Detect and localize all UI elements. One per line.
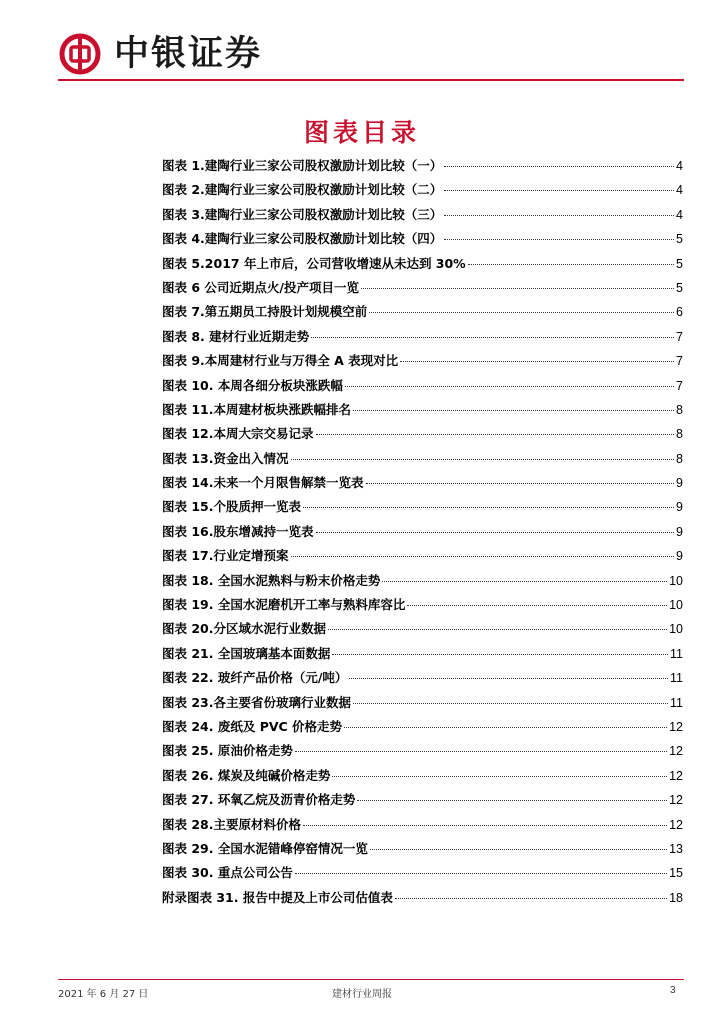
toc-entry-page: 10 xyxy=(669,598,683,613)
toc-entry-page: 8 xyxy=(676,402,683,417)
toc-entry[interactable] xyxy=(162,693,683,717)
toc-dot-leader xyxy=(444,166,674,167)
toc-entry-label: 图表 13.资金出入情况 xyxy=(162,450,289,466)
toc-dot-leader xyxy=(369,312,674,313)
toc-entry[interactable] xyxy=(162,619,683,643)
toc-entry[interactable] xyxy=(162,229,683,253)
toc-entry[interactable] xyxy=(162,863,683,887)
toc-entry[interactable] xyxy=(162,717,683,741)
toc-entry[interactable] xyxy=(162,327,683,351)
toc-entry[interactable] xyxy=(162,351,683,375)
toc-entry-label: 图表 16.股东增减持一览表 xyxy=(162,523,314,539)
toc-entry-label: 图表 15.个股质押一览表 xyxy=(162,499,301,515)
toc-entry[interactable] xyxy=(162,546,683,570)
footer-page-number: 3 xyxy=(670,985,676,996)
table-of-figures xyxy=(162,156,683,912)
toc-dot-leader xyxy=(303,825,667,826)
toc-entry-page: 12 xyxy=(669,719,683,734)
toc-entry-label: 图表 8. 建材行业近期走势 xyxy=(162,328,310,344)
toc-entry-page: 8 xyxy=(676,427,683,442)
toc-entry-page: 11 xyxy=(670,671,683,686)
footer-divider xyxy=(58,979,684,980)
toc-entry-label: 图表 17.行业定增预案 xyxy=(162,548,289,564)
toc-entry[interactable] xyxy=(162,571,683,595)
toc-entry[interactable] xyxy=(162,400,683,424)
toc-entry-page: 11 xyxy=(670,646,683,661)
toc-entry[interactable] xyxy=(162,522,683,546)
toc-entry-label: 图表 27. 环氧乙烷及沥青价格走势 xyxy=(162,792,356,808)
toc-dot-leader xyxy=(400,361,674,362)
bank-of-china-logo-icon xyxy=(58,32,102,76)
toc-entry-page: 6 xyxy=(676,305,683,320)
toc-dot-leader xyxy=(361,288,674,289)
toc-entry-label: 图表 1.建陶行业三家公司股权激励计划比较（一） xyxy=(162,158,443,173)
toc-entry[interactable] xyxy=(162,497,683,521)
toc-entry-label: 图表 28.主要原材料价格 xyxy=(162,816,301,832)
page-header xyxy=(58,26,684,76)
toc-entry-page: 5 xyxy=(676,280,683,295)
toc-entry[interactable] xyxy=(162,815,683,839)
toc-entry-label: 图表 6 公司近期点火/投产项目一览 xyxy=(162,279,359,295)
toc-dot-leader xyxy=(291,556,675,557)
toc-entry-label: 图表 29. 全国水泥错峰停窑情况一览 xyxy=(162,840,368,856)
toc-entry-page: 9 xyxy=(676,476,683,491)
toc-entry-page: 9 xyxy=(676,500,683,515)
toc-entry-page: 15 xyxy=(669,866,683,881)
toc-entry-label: 图表 5.2017 年上市后，公司营收增速从未达到 30% xyxy=(162,255,466,271)
toc-dot-leader xyxy=(353,410,674,411)
toc-entry-label: 图表 7.第五期员工持股计划规模空前 xyxy=(162,304,368,320)
toc-entry-label: 图表 12.本周大宗交易记录 xyxy=(162,426,314,442)
toc-entry[interactable] xyxy=(162,741,683,765)
toc-entry-page: 7 xyxy=(676,378,683,393)
toc-entry-page: 18 xyxy=(669,890,683,905)
toc-entry-label: 图表 14.未来一个月限售解禁一览表 xyxy=(162,475,364,491)
toc-entry-label: 图表 26. 煤炭及纯碱价格走势 xyxy=(162,767,331,783)
toc-entry-page: 10 xyxy=(669,622,683,637)
toc-entry[interactable] xyxy=(162,424,683,448)
toc-dot-leader xyxy=(332,654,668,655)
toc-dot-leader xyxy=(311,337,674,338)
toc-dot-leader xyxy=(444,215,674,216)
toc-entry-label: 附录图表 31. 报告中提及上市公司估值表 xyxy=(162,889,393,905)
toc-dot-leader xyxy=(357,800,667,801)
toc-entry-page: 4 xyxy=(676,183,683,198)
toc-entry-page: 4 xyxy=(676,207,683,222)
toc-entry-page: 7 xyxy=(676,354,683,369)
toc-dot-leader xyxy=(444,239,674,240)
toc-entry[interactable] xyxy=(162,205,683,229)
toc-entry-label: 图表 3.建陶行业三家公司股权激励计划比较（三） xyxy=(162,206,443,222)
toc-entry-label: 图表 2.建陶行业三家公司股权激励计划比较（二） xyxy=(162,182,443,198)
toc-entry-page: 5 xyxy=(676,256,683,271)
toc-entry-label: 图表 11.本周建材板块涨跌幅排名 xyxy=(162,401,351,417)
toc-dot-leader xyxy=(353,703,668,704)
toc-entry[interactable] xyxy=(162,180,683,204)
toc-entry[interactable] xyxy=(162,839,683,863)
toc-dot-leader xyxy=(382,581,667,582)
toc-entry-label: 图表 30. 重点公司公告 xyxy=(162,865,293,881)
toc-entry-page: 12 xyxy=(669,768,683,783)
footer-date: 2021 年 6 月 27 日 xyxy=(58,989,149,1000)
toc-dot-leader xyxy=(332,776,667,777)
toc-dot-leader xyxy=(444,190,674,191)
toc-dot-leader xyxy=(345,386,674,387)
toc-dot-leader xyxy=(407,605,667,606)
toc-dot-leader xyxy=(328,629,667,630)
toc-entry-page: 12 xyxy=(669,817,683,832)
toc-entry-page: 11 xyxy=(670,695,683,710)
toc-entry-page: 9 xyxy=(676,549,683,564)
toc-dot-leader xyxy=(295,873,667,874)
toc-entry-page: 13 xyxy=(669,841,683,856)
toc-entry-page: 10 xyxy=(669,573,683,588)
footer-report-type: 建材行业周报 xyxy=(332,989,392,1000)
toc-entry-page: 5 xyxy=(676,232,683,247)
toc-dot-leader xyxy=(366,483,675,484)
toc-dot-leader xyxy=(344,727,667,728)
toc-entry[interactable] xyxy=(162,302,683,326)
toc-entry[interactable] xyxy=(162,595,683,619)
toc-entry[interactable] xyxy=(162,376,683,400)
toc-entry[interactable] xyxy=(162,156,683,180)
toc-entry-label: 图表 24. 废纸及 PVC 价格走势 xyxy=(162,718,343,734)
toc-entry-page: 8 xyxy=(676,451,683,466)
toc-dot-leader xyxy=(316,434,675,435)
toc-dot-leader xyxy=(291,459,675,460)
toc-entry[interactable] xyxy=(162,766,683,790)
toc-entry[interactable] xyxy=(162,449,683,473)
toc-entry-label: 图表 19. 全国水泥磨机开工率与熟料库容比 xyxy=(162,597,406,613)
toc-entry-page: 9 xyxy=(676,524,683,539)
toc-entry[interactable] xyxy=(162,278,683,302)
toc-entry[interactable] xyxy=(162,473,683,497)
toc-entry[interactable] xyxy=(162,790,683,814)
toc-entry-page: 7 xyxy=(676,329,683,344)
toc-entry[interactable] xyxy=(162,644,683,668)
toc-entry-label: 图表 22. 玻纤产品价格（元/吨） xyxy=(162,670,348,686)
toc-entry-label: 图表 20.分区域水泥行业数据 xyxy=(162,621,326,637)
toc-entry-label: 图表 21. 全国玻璃基本面数据 xyxy=(162,645,331,661)
header-divider xyxy=(58,79,684,81)
toc-entry-page: 12 xyxy=(669,744,683,759)
toc-dot-leader xyxy=(370,849,667,850)
toc-dot-leader xyxy=(303,507,674,508)
toc-entry-label: 图表 25. 原油价格走势 xyxy=(162,743,293,759)
page-title: 图表目录 xyxy=(303,118,420,147)
toc-dot-leader xyxy=(316,532,675,533)
toc-entry-label: 图表 23.各主要省份玻璃行业数据 xyxy=(162,694,351,710)
toc-dot-leader xyxy=(395,898,667,899)
toc-entry-label: 图表 10. 本周各细分板块涨跌幅 xyxy=(162,377,343,393)
toc-dot-leader xyxy=(468,264,674,265)
toc-entry-label: 图表 9.本周建材行业与万得全 A 表现对比 xyxy=(162,353,399,369)
toc-entry-page: 4 xyxy=(676,159,683,173)
toc-entry[interactable] xyxy=(162,668,683,692)
toc-entry-label: 图表 4.建陶行业三家公司股权激励计划比较（四） xyxy=(162,231,443,247)
toc-entry[interactable] xyxy=(162,254,683,278)
toc-entry[interactable] xyxy=(162,888,683,912)
toc-dot-leader xyxy=(295,751,667,752)
toc-entry-label: 图表 18. 全国水泥熟料与粉末价格走势 xyxy=(162,572,381,588)
brand-name: 中银证券 xyxy=(114,33,263,74)
toc-dot-leader xyxy=(349,678,668,679)
toc-entry-page: 12 xyxy=(669,793,683,808)
